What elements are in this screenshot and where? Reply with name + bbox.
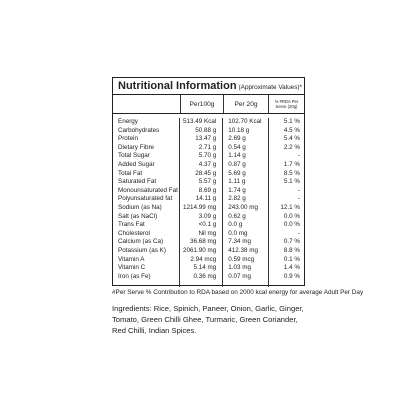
value-per100g: 5.57 g	[198, 178, 217, 186]
nutrient-name: Energy	[118, 118, 138, 125]
nutrition-panel	[112, 77, 305, 286]
nutrient-name: Polyunsaturated fat	[118, 195, 173, 203]
value-per20g: 412.38 mg	[228, 246, 259, 254]
header-per20g: Per 20g	[223, 95, 268, 113]
value-per100g: 50.88 g	[195, 126, 217, 134]
ingredients-text: Ingredients: Rice, Spinich, Paneer, Onion, Garlic, Ginger, Tomato, Green Chilli Ghee, Turmaric, Green Coriander, Red Chilli, Indian Spices.	[112, 304, 304, 335]
panel-title-bar	[113, 78, 304, 95]
panel-title: Nutritional Information	[118, 80, 237, 92]
per20g-column	[222, 118, 267, 287]
nutrient-name: Protein	[118, 135, 138, 143]
value-per20g: 0.0 mg	[228, 229, 248, 237]
nutrient-name: Cholesterol	[118, 229, 150, 237]
panel-subtitle: (Approximate Values)*	[238, 84, 303, 91]
nutrient-name: Iron (as Fe)	[118, 272, 151, 280]
value-per100g: 2.71 g	[198, 143, 217, 151]
value-rda: 4.5 %	[283, 126, 301, 134]
value-per20g: 0.0 g	[228, 221, 243, 229]
nutrient-name: Dietary Fibre	[118, 143, 155, 151]
value-per100g: 36.68 mg	[190, 238, 217, 246]
value-per100g: Nil mg	[198, 229, 217, 237]
nutrient-name: Salt (as NaCl)	[118, 212, 158, 220]
column-headers	[113, 95, 304, 114]
value-per20g: 10.18 g	[228, 126, 250, 134]
value-rda: 0.1 %	[283, 255, 301, 263]
value-per100g: 2061.90 mg	[183, 246, 217, 254]
value-per20g: 1.11 g	[228, 178, 246, 186]
value-per20g: 243.00 mg	[228, 203, 259, 211]
per100g-column	[179, 118, 222, 287]
value-per20g: 0.54 g	[228, 143, 246, 151]
value-per100g: <0.1 g	[198, 221, 217, 229]
nutrient-name: Trans Fat	[118, 221, 145, 229]
value-rda: 5.1 %	[283, 118, 301, 125]
nutrient-name: Carbohydrates	[118, 126, 160, 134]
value-per100g: 3.09 g	[198, 212, 217, 220]
nutrient-name: Added Sugar	[118, 160, 155, 168]
nutrient-name: Potassium (as K)	[118, 246, 166, 254]
value-per20g: 102.70 Kcal	[228, 118, 262, 125]
value-rda: -	[297, 152, 301, 160]
value-per20g: 1.03 mg	[228, 264, 252, 272]
value-per100g: 513.49 Kcal	[183, 118, 217, 125]
value-rda: -	[297, 186, 301, 194]
value-rda: -	[297, 195, 301, 203]
value-per20g: 0.62 g	[228, 212, 246, 220]
value-per20g: 5.69 g	[228, 169, 246, 177]
value-per20g: 1.14 g	[228, 152, 246, 160]
value-rda: 8.5 %	[283, 169, 301, 177]
value-rda: 1.7 %	[283, 160, 301, 168]
value-per100g: 13.47 g	[195, 135, 217, 143]
value-per20g: 1.74 g	[228, 186, 246, 194]
header-per100g: Per100g	[180, 95, 223, 113]
nutrient-name-column	[113, 118, 179, 287]
value-per100g: 5.14 mg	[193, 264, 217, 272]
value-per20g: 2.69 g	[228, 135, 246, 143]
nutrient-name: Vitamin C	[118, 264, 146, 272]
header-rda: % #RDA Per Serve (20g)	[268, 95, 304, 113]
value-per100g: 1214.99 mg	[183, 203, 217, 211]
value-per20g: 2.82 g	[228, 195, 246, 203]
rda-column	[268, 118, 304, 287]
value-per100g: 14.11 g	[195, 195, 217, 203]
value-per100g: 0.36 mg	[193, 272, 217, 280]
value-per100g: 8.69 g	[198, 186, 217, 194]
nutrient-name: Vitamin A	[118, 255, 145, 263]
value-rda: -	[297, 229, 301, 237]
value-rda: 0.9 %	[283, 272, 301, 280]
value-rda: 0.0 %	[283, 221, 301, 229]
value-per20g: 0.59 mcg	[228, 255, 255, 263]
nutrient-name: Monounsaturated Fat	[118, 186, 178, 194]
value-rda: 1.4 %	[283, 264, 301, 272]
value-per20g: 0.87 g	[228, 160, 246, 168]
value-per100g: 28.45 g	[195, 169, 217, 177]
value-rda: 5.1 %	[283, 178, 301, 186]
value-per20g: 0.07 mg	[228, 272, 252, 280]
rda-footnote: #Per Serve % Contribution to RDA based on 2000 kcal energy for average Adult Per Day	[112, 289, 364, 296]
value-per100g: 2.94 mcg	[190, 255, 217, 263]
nutrient-name: Sodium (as Na)	[118, 203, 162, 211]
value-rda: 0.0 %	[283, 212, 301, 220]
nutrient-table	[113, 114, 304, 287]
nutrient-name: Calcium (as Ca)	[118, 238, 164, 246]
nutrient-name: Saturated Fat	[118, 178, 157, 186]
value-per100g: 4.37 g	[198, 160, 217, 168]
nutrient-name: Total Fat	[118, 169, 143, 177]
value-per20g: 7.34 mg	[228, 238, 252, 246]
nutrient-name: Total Sugar	[118, 152, 150, 160]
value-rda: 5.4 %	[283, 135, 301, 143]
value-rda: 12.1 %	[280, 203, 301, 211]
value-rda: 0.7 %	[283, 238, 301, 246]
header-blank	[113, 95, 180, 113]
value-rda: 8.8 %	[283, 246, 301, 254]
value-rda: 2.2 %	[283, 143, 301, 151]
value-per100g: 5.70 g	[198, 152, 217, 160]
